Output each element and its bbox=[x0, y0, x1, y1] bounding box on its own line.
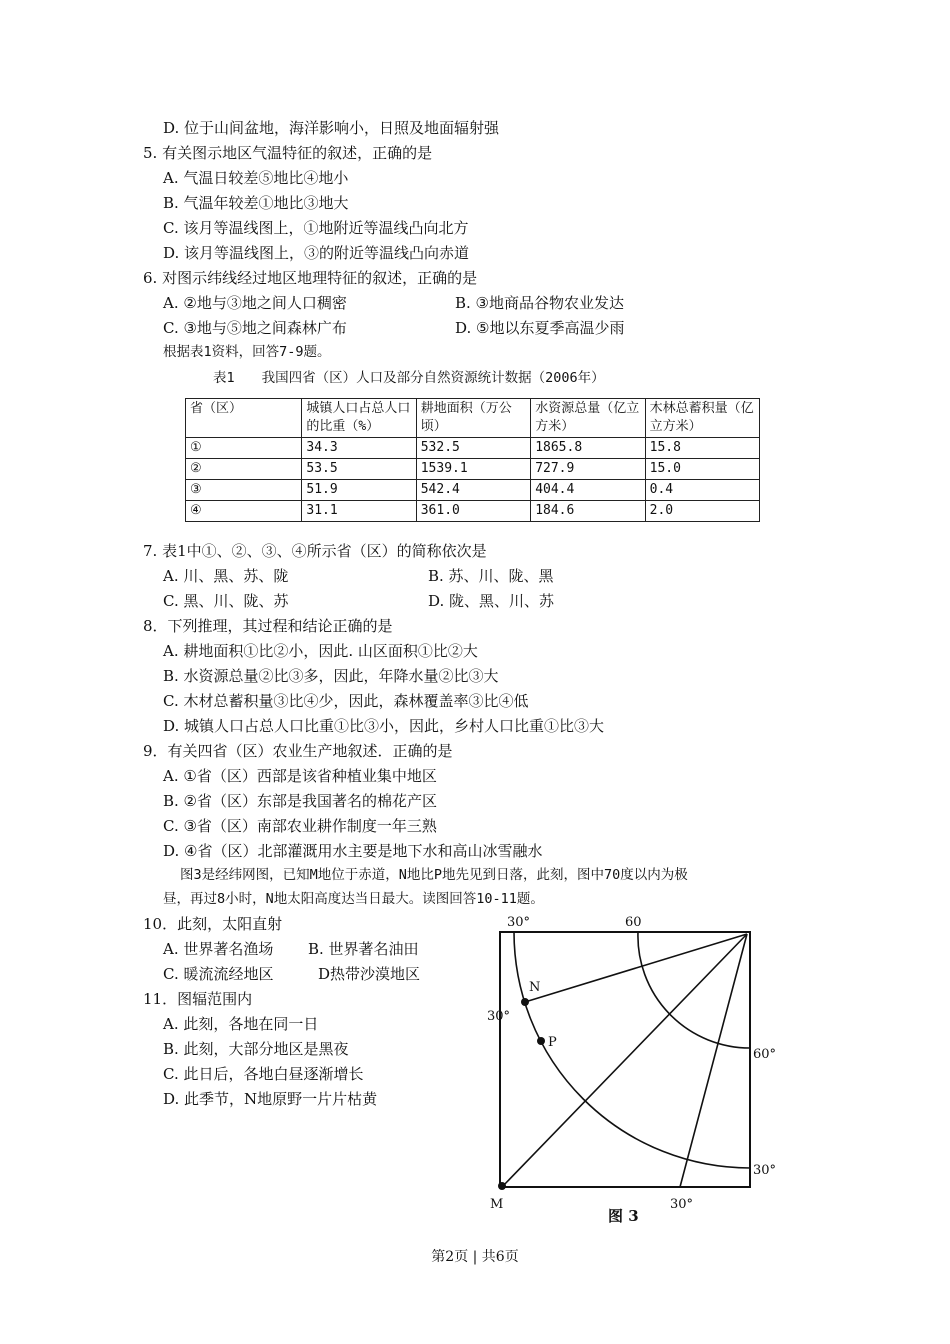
q6-option-b: B. ③地商品谷物农业发达 bbox=[455, 294, 625, 312]
q6-option-c: C. ③地与⑤地之间森林广布 bbox=[163, 319, 347, 337]
label-right-30: 30° bbox=[753, 1163, 777, 1178]
label-bottom-30: 30° bbox=[670, 1197, 694, 1212]
table-cell: 532.5 bbox=[416, 438, 530, 459]
q10-stem: 10．此刻，太阳直射 bbox=[143, 915, 283, 933]
point-m-marker bbox=[498, 1182, 506, 1190]
table-cell: 34.3 bbox=[302, 438, 416, 459]
q9-option-b: B. ②省（区）东部是我国著名的棉花产区 bbox=[163, 792, 438, 810]
label-left-30: 30° bbox=[487, 1009, 511, 1024]
q9-option-d: D. ④省（区）北部灌溉用水主要是地下水和高山冰雪融水 bbox=[163, 842, 543, 860]
page-footer: 第2页 | 共6页 bbox=[431, 1249, 519, 1265]
label-point-n: N bbox=[529, 980, 541, 995]
data-table bbox=[185, 398, 760, 522]
table-cell: ① bbox=[186, 438, 302, 459]
table-header-row bbox=[186, 399, 760, 438]
table-header-cell: 木林总蓄积量（亿立方米） bbox=[645, 399, 759, 438]
q9-option-a: A. ①省（区）西部是该省种植业集中地区 bbox=[163, 767, 437, 785]
table-cell: 15.0 bbox=[645, 459, 759, 480]
q11-stem: 11．图辐范围内 bbox=[143, 990, 253, 1008]
table-cell: 542.4 bbox=[416, 480, 530, 501]
table-header-cell: 城镇人口占总人口的比重（%） bbox=[302, 399, 416, 438]
q8-option-b: B. 水资源总量②比③多，因此，年降水量②比③大 bbox=[163, 667, 499, 685]
point-n-marker bbox=[521, 998, 529, 1006]
table-header-cell: 耕地面积（万公顷） bbox=[416, 399, 530, 438]
table-row bbox=[186, 438, 760, 459]
q11-option-c: C. 此日后，各地白昼逐渐增长 bbox=[163, 1065, 364, 1083]
q11-option-d: D. 此季节，N地原野一片片枯黄 bbox=[163, 1090, 378, 1108]
q8-option-c: C. 木材总蓄积量③比④少，因此，森林覆盖率③比④低 bbox=[163, 692, 529, 710]
table-cell: 53.5 bbox=[302, 459, 416, 480]
q6-option-a: A. ②地与③地之间人口稠密 bbox=[163, 294, 347, 312]
q7-option-b: B. 苏、川、陇、黑 bbox=[428, 567, 554, 585]
q8-stem: 8．下列推理，其过程和结论正确的是 bbox=[143, 617, 393, 635]
table-cell: 31.1 bbox=[302, 501, 416, 522]
table-cell: ③ bbox=[186, 480, 302, 501]
q10-option-a: A. 世界著名渔场 bbox=[163, 940, 274, 958]
table-cell: 1539.1 bbox=[416, 459, 530, 480]
label-right-60: 60° bbox=[753, 1047, 777, 1062]
table-cell: 0.4 bbox=[645, 480, 759, 501]
table-cell: ④ bbox=[186, 501, 302, 522]
table-cell: 727.9 bbox=[531, 459, 645, 480]
intro-10-11-line1: 图3是经纬网图，已知M地位于赤道，N地比P地先见到日落，此刻，图中70度以内为极 bbox=[180, 867, 688, 883]
q5-option-c: C. 该月等温线图上，①地附近等温线凸向北方 bbox=[163, 219, 469, 237]
q10-option-b: B. 世界著名油田 bbox=[308, 940, 419, 958]
q6-option-d: D. ⑤地以东夏季高温少雨 bbox=[455, 319, 625, 337]
table-cell: 1865.8 bbox=[531, 438, 645, 459]
table-cell: 404.4 bbox=[531, 480, 645, 501]
label-top-60: 60 bbox=[625, 915, 642, 930]
q5-option-b: B. 气温年较差①地比③地大 bbox=[163, 194, 349, 212]
figure-3-graticule bbox=[480, 908, 800, 1238]
table-cell: 51.9 bbox=[302, 480, 416, 501]
q5-option-a: A. 气温日较差⑤地比④地小 bbox=[163, 169, 349, 187]
q8-option-d: D. 城镇人口占总人口比重①比③小，因此，乡村人口比重①比③大 bbox=[163, 717, 605, 735]
table-cell: ② bbox=[186, 459, 302, 480]
table-header-cell: 水资源总量（亿立方米） bbox=[531, 399, 645, 438]
q10-option-d: D热带沙漠地区 bbox=[318, 965, 421, 983]
q9-stem: 9．有关四省（区）农业生产地叙述．正确的是 bbox=[143, 742, 453, 760]
q6-stem: 6. 对图示纬线经过地区地理特征的叙述，正确的是 bbox=[143, 269, 478, 287]
meridian-line bbox=[680, 934, 747, 1187]
q9-option-c: C. ③省（区）南部农业耕作制度一年三熟 bbox=[163, 817, 437, 835]
label-point-m: M bbox=[490, 1197, 504, 1212]
q7-option-a: A. 川、黑、苏、陇 bbox=[163, 567, 289, 585]
table-title: 表1 我国四省（区）人口及部分自然资源统计数据（2006年） bbox=[213, 370, 605, 386]
table-row bbox=[186, 459, 760, 480]
intro-10-11-line2: 昼，再过8小时，N地太阳高度达当日最大。读图回答10-11题。 bbox=[163, 891, 544, 907]
q11-option-b: B. 此刻，大部分地区是黑夜 bbox=[163, 1040, 349, 1058]
q5-stem: 5. 有关图示地区气温特征的叙述，正确的是 bbox=[143, 144, 433, 162]
q10-option-c: C. 暖流流经地区 bbox=[163, 965, 274, 983]
table-row bbox=[186, 480, 760, 501]
q8-option-a: A. 耕地面积①比②小，因此. 山区面积①比②大 bbox=[163, 642, 478, 660]
q7-stem: 7. 表1中①、②、③、④所示省（区）的简称依次是 bbox=[143, 542, 487, 560]
table-row bbox=[186, 501, 760, 522]
table-cell: 361.0 bbox=[416, 501, 530, 522]
q11-option-a: A. 此刻，各地在同一日 bbox=[163, 1015, 319, 1033]
table-header-cell: 省（区） bbox=[186, 399, 302, 438]
q7-option-d: D. 陇、黑、川、苏 bbox=[428, 592, 555, 610]
figure-caption: 图 3 bbox=[608, 1207, 639, 1225]
label-point-p: P bbox=[548, 1035, 557, 1050]
q4-option-d: D. 位于山间盆地，海洋影响小，日照及地面辐射强 bbox=[163, 119, 500, 137]
q5-option-d: D. 该月等温线图上，③的附近等温线凸向赤道 bbox=[163, 244, 470, 262]
q7-option-c: C. 黑、川、陇、苏 bbox=[163, 592, 289, 610]
point-p-marker bbox=[537, 1037, 545, 1045]
intro-7-9: 根据表1资料，回答7-9题。 bbox=[163, 344, 331, 360]
label-top-left-30: 30° bbox=[507, 915, 531, 930]
table-cell: 184.6 bbox=[531, 501, 645, 522]
table-cell: 15.8 bbox=[645, 438, 759, 459]
table-cell: 2.0 bbox=[645, 501, 759, 522]
